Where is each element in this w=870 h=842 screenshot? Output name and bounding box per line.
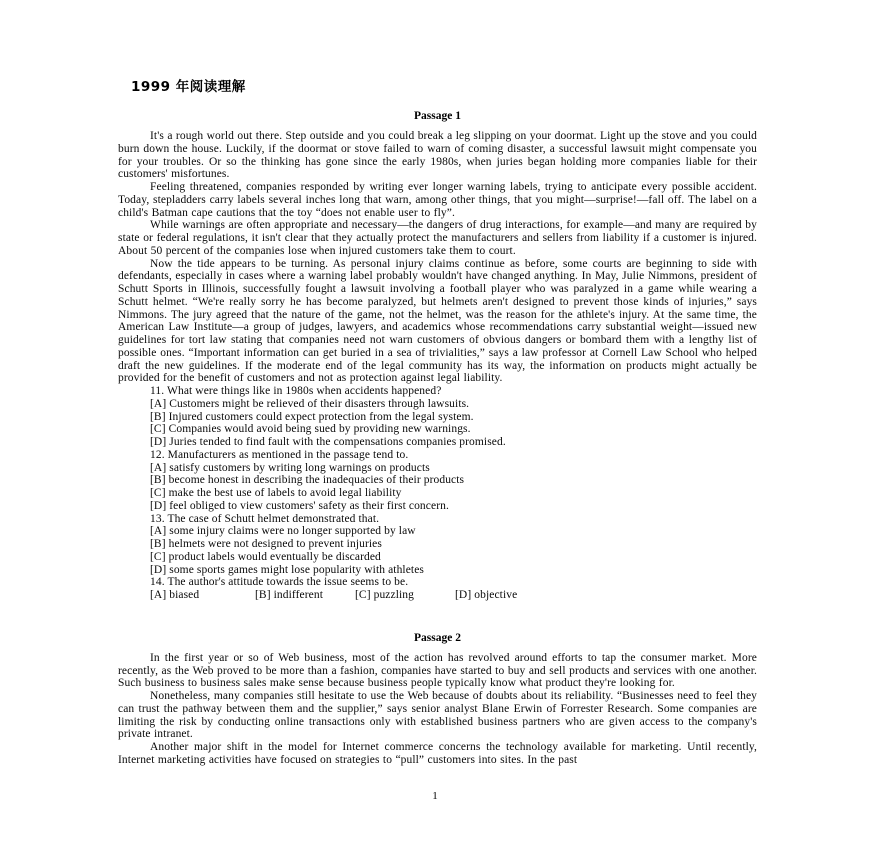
passage1-heading: Passage 1 [414, 110, 461, 122]
passage1-paragraph-1: It's a rough world out there. Step outside and you could break a leg slipping on your doormat. Light up the stove and you could burn down the house. Luckily, if the doormat or stove failed to warn of coming disaster, a successful lawsuit might compensate you for your troubles. Or so the thinking has gone since the early 1980s, when juries began holding more companies liable for their customers' misfortunes. [118, 130, 757, 181]
question-11-option-b: [B] Injured customers could expect protection from the legal system. [150, 410, 474, 423]
passage2-paragraph-3: Another major shift in the model for Internet commerce concerns the technology available for marketing. Until recently, Internet marketing activities have focused on strategies to “pull” customers into sites. In the past [118, 741, 757, 766]
document-title: 1999 年阅读理解 [131, 79, 246, 95]
passage2-paragraph-1: In the first year or so of Web business, most of the action has revolved around efforts to tap the consumer market. More recently, as the Web proved to be more than a fashion, companies have started to buy and sell products and services with one another. Such business to business sales make sense because business people typically know what product they're looking for. [118, 651, 757, 690]
passage2-paragraph-2: Nonetheless, many companies still hesitate to use the Web because of doubts about its reliability. “Businesses need to feel they can trust the pathway between them and the supplier,” says senior analyst Blane Erwin of Forrester Research. Some companies are limiting the risk by conducting online transactions only with established business partners who are given access to the company's private intranet. [118, 690, 757, 741]
passage1-questions [118, 385, 757, 602]
page-content [118, 0, 757, 767]
question-12-option-d: [D] feel obliged to view customers' safety as their first concern. [150, 499, 449, 512]
passage2-heading: Passage 2 [414, 631, 461, 644]
question-12-option-a: [A] satisfy customers by writing long warnings on products [150, 461, 430, 474]
question-12-option-b: [B] become honest in describing the inadequacies of their products [150, 474, 465, 487]
question-14-options-row [118, 589, 757, 602]
question-11-option-c: [C] Companies would avoid being sued by providing new warnings. [150, 423, 471, 436]
question-14-option-d: [D] objective [455, 589, 518, 601]
question-13-option-d: [D] some sports games might lose popularity with athletes [150, 563, 424, 576]
question-13-option-b: [B] helmets were not designed to prevent injuries [150, 538, 382, 550]
question-14-stem: 14. The author's attitude towards the issue seems to be. [150, 576, 409, 589]
question-14-option-c: [C] puzzling [355, 589, 415, 601]
question-12-option-c: [C] make the best use of labels to avoid legal liability [150, 487, 402, 499]
question-13-stem: 13. The case of Schutt helmet demonstrated that. [150, 512, 380, 525]
question-14-option-b: [B] indifferent [255, 589, 324, 601]
question-11-option-d: [D] Juries tended to find fault with the compensations companies promised. [150, 436, 506, 448]
question-11-stem: 11. What were things like in 1980s when accidents happened? [150, 385, 442, 397]
question-11-option-a: [A] Customers might be relieved of their disasters through lawsuits. [150, 397, 470, 410]
question-12-stem: 12. Manufacturers as mentioned in the passage tend to. [150, 448, 409, 461]
passage1-paragraph-4: Now the tide appears to be turning. As personal injury claims continue as before, some courts are beginning to side with defendants, especially in cases where a warning label probably wouldn't have changed anything. In May, Julie Nimmons, president of Schutt Sports in Illinois, successfully fought a lawsuit involving a football player who was paralyzed in a game while wearing a Schutt helmet. “We're really sorry he has become paralyzed, but helmets aren't designed to prevent those kinds of injuries,” says Nimmons. The jury agreed that the nature of the game, not the helmet, was the reason for the athlete's injury. At the same time, the American Law Institute—a group of judges, lawyers, and academics whose recommendations carry substantial weight—issued new guidelines for tort law stating that companies need not warn customers of obvious dangers or bombard them with a lengthy list of possible ones. “Important information can get buried in a sea of trivialities,” says a law professor at Cornell Law School who helped draft the new guidelines. If the moderate end of the legal community has its way, the information on products might actually be provided for the benefit of customers and not as protection against legal liability. [118, 257, 757, 385]
passage1-paragraph-2: Feeling threatened, companies responded by writing ever longer warning labels, trying to anticipate every possible accident. Today, stepladders carry labels several inches long that warn, among other things, that you might—surprise!—fall off. The label on a child's Batman cape cautions that the toy “does not enable user to fly”. [118, 181, 757, 219]
page-number: 1 [432, 790, 438, 802]
question-13-option-c: [C] product labels would eventually be discarded [150, 550, 381, 563]
question-14-option-a: [A] biased [150, 589, 200, 601]
passage1-paragraph-3: While warnings are often appropriate and necessary—the dangers of drug interactions, for example—and many are required by state or federal regulations, it isn't clear that they actually protect the manufacturers and sellers from liability if a customer is injured. About 50 percent of the companies lose when injured customers take them to court. [118, 219, 757, 257]
question-13-option-a: [A] some injury claims were no longer supported by law [150, 525, 416, 538]
